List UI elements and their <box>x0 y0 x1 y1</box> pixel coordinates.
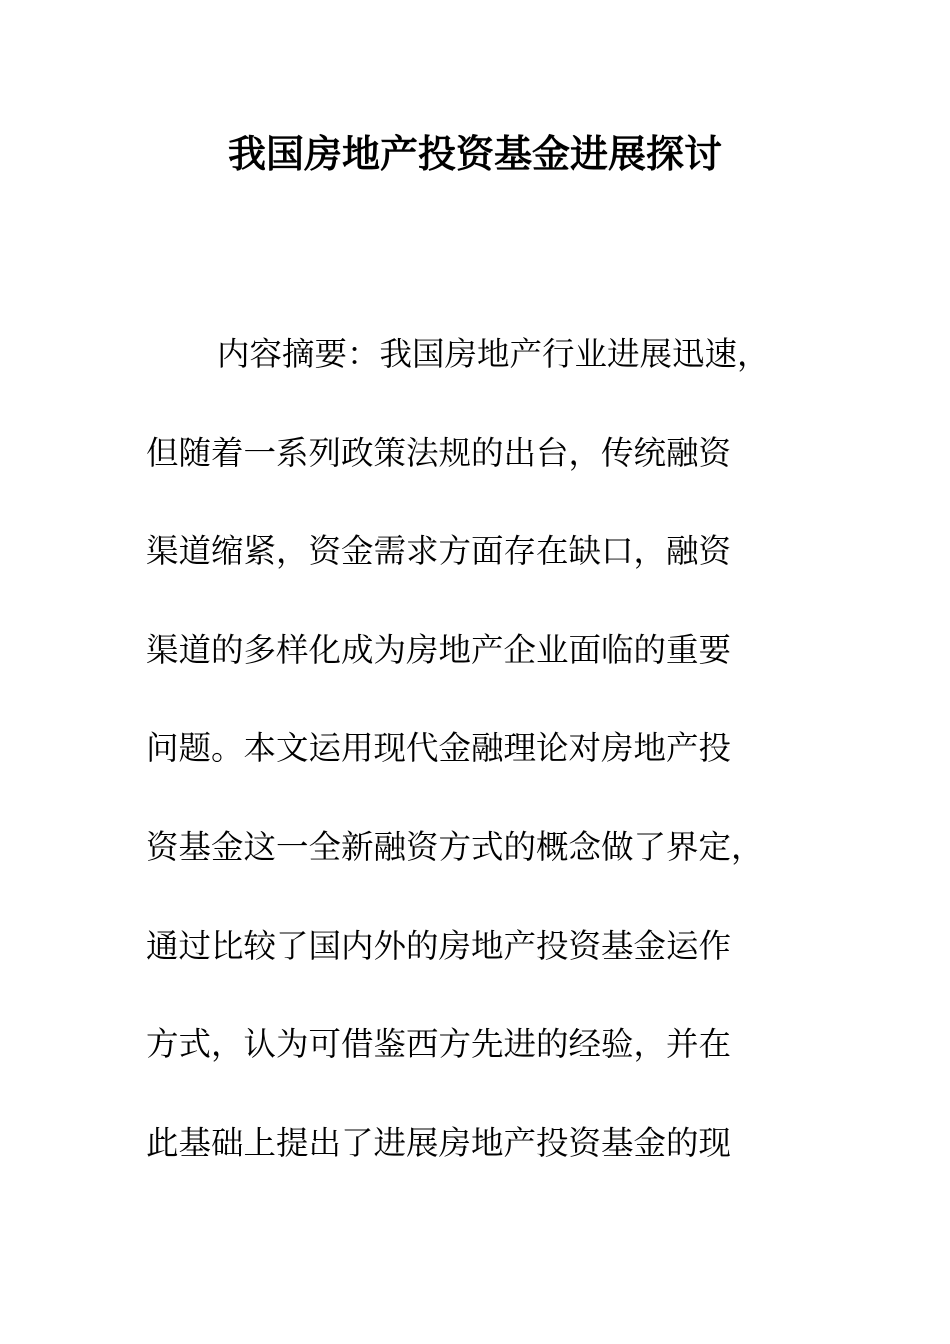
paragraph-line: 渠道缩紧，资金需求方面存在缺口，融资 <box>146 532 732 571</box>
document-title: 我国房地产投资基金进展探讨 <box>227 131 722 176</box>
paragraph-line: 但随着一系列政策法规的出台，传统融资 <box>146 433 732 472</box>
paragraph-line: 方式，认为可借鉴西方先进的经验，并在 <box>146 1025 732 1064</box>
paragraph-line: 此基础上提出了进展房地产投资基金的现 <box>146 1123 732 1162</box>
paragraph-line: 资基金这一全新融资方式的概念做了界定， <box>146 827 764 866</box>
abstract-paragraph <box>146 305 806 1192</box>
paragraph-line: 内容摘要：我国房地产行业进展迅速， <box>217 335 770 373</box>
paragraph-line: 问题。本文运用现代金融理论对房地产投 <box>146 729 732 768</box>
paragraph-line: 通过比较了国内外的房地产投资基金运作 <box>146 926 732 965</box>
paragraph-line: 渠道的多样化成为房地产企业面临的重要 <box>146 630 732 669</box>
